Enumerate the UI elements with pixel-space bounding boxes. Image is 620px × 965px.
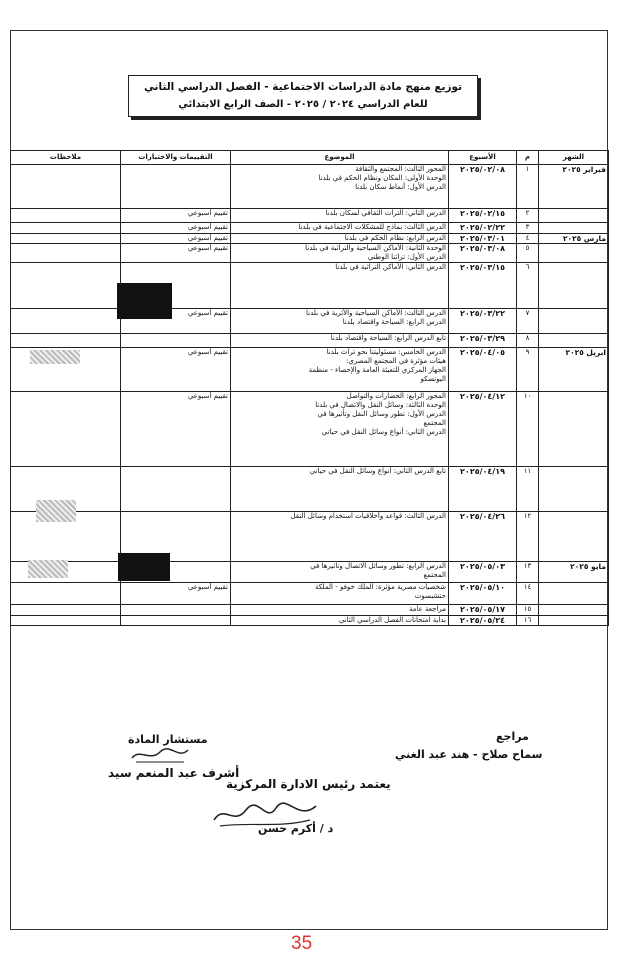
reviewers-title: مراجع — [496, 730, 529, 743]
row-month — [539, 467, 609, 512]
row-notes — [11, 209, 121, 223]
topic-line: المجتمع — [423, 419, 446, 427]
row-number: ٨ — [517, 334, 539, 348]
topic-line: الدرس الرابع: تطور وسائل الاتصال وتأثيرها في — [310, 562, 446, 570]
row-assessment — [121, 334, 231, 348]
row-topic — [231, 223, 449, 234]
row-number: ٧ — [517, 309, 539, 334]
topic-line: المحور الثالث: المجتمع والثقافة — [355, 165, 446, 173]
document-title-box — [128, 75, 478, 117]
table-row — [11, 309, 609, 334]
redaction-block — [118, 553, 170, 581]
topic-line: هيئات مؤثرة في المجتمع المصري: — [346, 357, 446, 365]
topic-line: الدرس الثاني: أنواع وسائل النقل في حياتي — [321, 428, 446, 436]
row-month: مارس ٢٠٢٥ — [539, 234, 609, 244]
col-notes: ملاحظات — [11, 151, 121, 165]
row-topic — [231, 234, 449, 244]
table-row — [11, 244, 609, 263]
row-number: ٣ — [517, 223, 539, 234]
row-topic — [231, 392, 449, 467]
title-line-2: للعام الدراسي ٢٠٢٤ / ٢٠٢٥ - الصف الرابع الابتدائي — [178, 99, 428, 110]
row-week: ٢٠٢٥/٠٣/٢٩ — [449, 334, 517, 348]
topic-line: تابع الدرس الرابع: السياحة واقتصاد بلدنا — [330, 334, 446, 342]
topic-line: تابع الدرس الثاني: أنواع وسائل النقل في حياتي — [309, 467, 446, 475]
topic-line: بداية امتحانات الفصل الدراسي الثاني — [338, 616, 446, 624]
table-row — [11, 512, 609, 562]
topic-line: اليونسكو — [420, 375, 446, 383]
table-row — [11, 562, 609, 583]
row-month — [539, 223, 609, 234]
row-week: ٢٠٢٥/٠٥/١٠ — [449, 583, 517, 605]
table-row — [11, 392, 609, 467]
topic-line: الدرس الثاني: الأماكن التراثية في بلدنا — [335, 263, 446, 271]
row-assessment: تقييم أسبوعي — [121, 244, 231, 263]
topic-line: الدرس الثالث: نماذج للمشكلات الاجتماعية في بلدنا — [298, 223, 446, 231]
topic-line: الوحدة الأولى: المكان ونظام الحكم في بلدنا — [318, 174, 446, 182]
row-month — [539, 263, 609, 309]
row-assessment: تقييم أسبوعي — [121, 583, 231, 605]
table-row — [11, 263, 609, 309]
row-assessment — [121, 467, 231, 512]
row-assessment: تقييم أسبوعي — [121, 223, 231, 234]
row-topic — [231, 263, 449, 309]
row-number: ١٢ — [517, 512, 539, 562]
approver-title: يعتمد رئيس الادارة المركزية — [226, 777, 391, 791]
table-row — [11, 616, 609, 626]
row-number: ٥ — [517, 244, 539, 263]
row-number: ٢ — [517, 209, 539, 223]
approver-name: د / أكرم حسن — [258, 822, 334, 835]
row-number: ٩ — [517, 348, 539, 392]
topic-line: المحور الرابع: الحضارات والتواصل — [346, 392, 446, 400]
row-number: ١ — [517, 165, 539, 209]
row-month — [539, 392, 609, 467]
row-assessment: تقييم أسبوعي — [121, 309, 231, 334]
col-num: م — [517, 151, 539, 165]
row-week: ٢٠٢٥/٠٢/١٥ — [449, 209, 517, 223]
blurred-stamp — [30, 350, 80, 364]
advisor-name: أشرف عبد المنعم سيد — [108, 766, 240, 780]
topic-line: الجهاز المركزي للتعبئة العامة والإحصاء - منظمة — [308, 366, 446, 374]
topic-line: الدرس الثالث: الأماكن السياحية والأثرية في بلدنا — [306, 309, 446, 317]
topic-line: الدرس الأول: تطور وسائل النقل وتأثيرها في — [317, 410, 446, 418]
table-row — [11, 209, 609, 223]
row-number: ١٤ — [517, 583, 539, 605]
topic-line: الدرس الخامس: مسئوليتنا نحو تراث بلدنا — [326, 348, 446, 356]
row-number: ٦ — [517, 263, 539, 309]
advisor-title: مستشار المادة — [128, 733, 208, 746]
table-row — [11, 605, 609, 616]
row-month — [539, 209, 609, 223]
table-row — [11, 583, 609, 605]
row-week: ٢٠٢٥/٠٥/٢٤ — [449, 616, 517, 626]
topic-line: الوحدة الثانية: الأماكن السياحية والتراثية في بلدنا — [305, 244, 446, 252]
topic-line: الدرس الأول: تراثنا الوطني — [367, 253, 446, 261]
row-topic — [231, 209, 449, 223]
row-week: ٢٠٢٥/٠٣/٠١ — [449, 234, 517, 244]
table-row — [11, 334, 609, 348]
row-notes — [11, 616, 121, 626]
row-topic — [231, 348, 449, 392]
row-week: ٢٠٢٥/٠٢/٢٢ — [449, 223, 517, 234]
blurred-stamp — [28, 560, 68, 578]
curriculum-table — [10, 150, 609, 626]
table-row — [11, 223, 609, 234]
row-number: ٤ — [517, 234, 539, 244]
row-notes — [11, 244, 121, 263]
col-assess: التقييمات والاختبارات — [121, 151, 231, 165]
blurred-stamp — [36, 500, 76, 522]
table-row — [11, 234, 609, 244]
row-topic — [231, 583, 449, 605]
row-month: ابريل ٢٠٢٥ — [539, 348, 609, 392]
row-assessment — [121, 605, 231, 616]
row-week: ٢٠٢٥/٠٢/٠٨ — [449, 165, 517, 209]
row-month: فبراير ٢٠٢٥ — [539, 165, 609, 209]
row-month — [539, 512, 609, 562]
topic-line: الوحدة الثالثة: وسائل النقل والاتصال في بلدنا — [315, 401, 446, 409]
table-row — [11, 348, 609, 392]
row-assessment: تقييم أسبوعي — [121, 392, 231, 467]
table-header-row — [11, 151, 609, 165]
row-month — [539, 309, 609, 334]
table-row — [11, 467, 609, 512]
row-topic — [231, 562, 449, 583]
row-number: ١١ — [517, 467, 539, 512]
row-assessment — [121, 165, 231, 209]
page-number: 35 — [291, 933, 313, 954]
col-topic: الموضوع — [231, 151, 449, 165]
topic-line: الدرس الرابع: السياحة واقتصاد بلدنا — [342, 318, 446, 326]
row-notes — [11, 583, 121, 605]
topic-line: مراجعة عامة — [408, 605, 446, 613]
row-week: ٢٠٢٥/٠٤/١٢ — [449, 392, 517, 467]
row-month — [539, 244, 609, 263]
row-notes — [11, 605, 121, 616]
col-week: الأسبوع — [449, 151, 517, 165]
row-topic — [231, 334, 449, 348]
topic-line: شخصيات مصرية مؤثرة: الملك خوفو - الملكة — [314, 583, 446, 591]
topic-line: الدرس الثالث: قواعد وأخلاقيات استخدام وسائل النقل — [290, 512, 446, 520]
row-notes — [11, 392, 121, 467]
row-notes — [11, 234, 121, 244]
row-assessment: تقييم أسبوعي — [121, 348, 231, 392]
row-month — [539, 334, 609, 348]
row-week: ٢٠٢٥/٠٤/٢٦ — [449, 512, 517, 562]
row-notes — [11, 334, 121, 348]
row-month — [539, 616, 609, 626]
row-assessment — [121, 616, 231, 626]
row-week: ٢٠٢٥/٠٤/١٩ — [449, 467, 517, 512]
row-assessment: تقييم أسبوعي — [121, 234, 231, 244]
row-topic — [231, 616, 449, 626]
advisor-signature — [130, 744, 190, 766]
col-month: الشهر — [539, 151, 609, 165]
row-week: ٢٠٢٥/٠٣/١٥ — [449, 263, 517, 309]
row-number: ١٠ — [517, 392, 539, 467]
row-week: ٢٠٢٥/٠٣/٢٢ — [449, 309, 517, 334]
row-topic — [231, 512, 449, 562]
row-topic — [231, 244, 449, 263]
redaction-block — [117, 283, 172, 319]
reviewers-names: سماح صلاح - هند عبد الغني — [395, 748, 543, 761]
row-topic — [231, 605, 449, 616]
row-number: ١٦ — [517, 616, 539, 626]
topic-line: الدرس الأول: أنماط سكان بلدنا — [355, 183, 446, 191]
row-number: ١٥ — [517, 605, 539, 616]
title-line-1: توزيع منهج مادة الدراسات الاجتماعية - الفصل الدراسي الثاني — [143, 81, 463, 93]
row-topic — [231, 165, 449, 209]
row-number: ١٣ — [517, 562, 539, 583]
row-month: مايو ٢٠٢٥ — [539, 562, 609, 583]
row-notes — [11, 165, 121, 209]
row-topic — [231, 467, 449, 512]
row-month — [539, 605, 609, 616]
row-notes — [11, 223, 121, 234]
table-row — [11, 165, 609, 209]
row-assessment: تقييم أسبوعي — [121, 209, 231, 223]
topic-line: الدرس الثاني: التراث الثقافي لسكان بلدنا — [325, 209, 446, 217]
topic-line: المجتمع — [423, 571, 446, 579]
row-notes — [11, 263, 121, 309]
row-week: ٢٠٢٥/٠٥/١٧ — [449, 605, 517, 616]
topic-line: الدرس الرابع: نظام الحكم في بلدنا — [344, 234, 446, 242]
row-week: ٢٠٢٥/٠٣/٠٨ — [449, 244, 517, 263]
row-week: ٢٠٢٥/٠٥/٠٣ — [449, 562, 517, 583]
row-month — [539, 583, 609, 605]
row-topic — [231, 309, 449, 334]
topic-line: حتشبسوت — [414, 592, 446, 600]
row-week: ٢٠٢٥/٠٤/٠٥ — [449, 348, 517, 392]
row-notes — [11, 309, 121, 334]
